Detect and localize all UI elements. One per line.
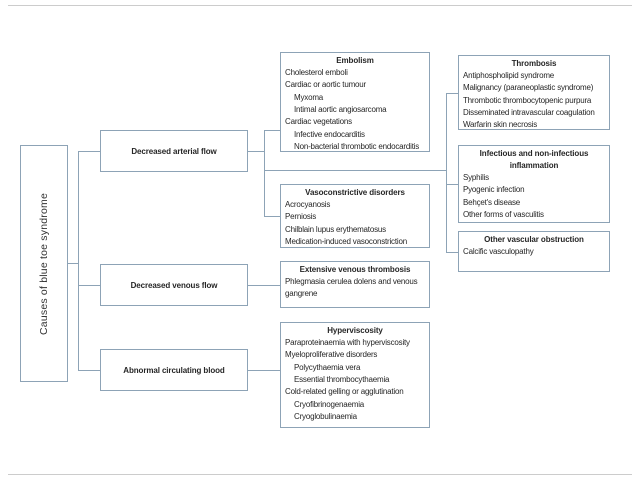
connector-line — [446, 93, 458, 94]
list-item: Cryoglobulinaemia — [294, 411, 357, 421]
list-item: Pyogenic infection — [463, 185, 525, 195]
infectious-inflammation-box — [458, 145, 610, 223]
list-item: Cholesterol emboli — [285, 68, 348, 78]
connector-line — [78, 151, 79, 370]
list-item: Cardiac vegetations — [285, 117, 352, 127]
list-item: Infective endocarditis — [294, 129, 365, 139]
branch-label: Abnormal circulating blood — [123, 365, 225, 375]
list-item: Chilblain lupus erythematosus — [285, 224, 386, 234]
connector-line — [78, 285, 100, 286]
infectious-inflammation-title: Infectious and non-infectious inflammation — [479, 149, 589, 171]
branch-box-decreased-arterial-flow — [100, 130, 248, 172]
connector-line — [446, 184, 458, 185]
embolism-items — [281, 67, 429, 153]
connector-line — [248, 370, 280, 371]
other-vascular-obstruction-title: Other vascular obstruction — [484, 235, 584, 244]
embolism-title: Embolism — [336, 56, 374, 65]
hyperviscosity-items — [281, 337, 429, 423]
list-item: Cardiac or aortic tumour — [285, 80, 367, 90]
vasoconstrictive-disorders-box — [280, 184, 430, 248]
list-item: Disseminated intravascular coagulation — [463, 107, 595, 117]
thrombosis-title: Thrombosis — [511, 59, 557, 68]
connector-line — [264, 130, 280, 131]
connector-line — [68, 263, 78, 264]
connector-line — [78, 151, 100, 152]
infectious-inflammation-items — [459, 172, 609, 221]
extensive-venous-thrombosis-items — [281, 276, 429, 301]
connector-line — [78, 370, 100, 371]
list-item: Myxoma — [294, 92, 324, 102]
vasoconstrictive-title: Vasoconstrictive disorders — [305, 188, 405, 197]
list-item: Warfarin skin necrosis — [463, 120, 537, 130]
list-item: Syphilis — [463, 173, 489, 183]
list-item: Behçet's disease — [463, 197, 521, 207]
root-box — [20, 145, 68, 382]
list-item: Cryofibrinogenaemia — [294, 399, 365, 409]
thrombosis-items — [459, 70, 609, 131]
top-rule — [8, 5, 632, 6]
list-item: Malignancy (paraneoplastic syndrome) — [463, 83, 594, 93]
list-item: Calcific vasculopathy — [463, 247, 534, 257]
list-item: Cold-related gelling or agglutination — [285, 387, 404, 397]
list-item: Polycythaemia vera — [294, 362, 361, 372]
connector-line — [248, 151, 264, 152]
branch-label: Decreased venous flow — [130, 280, 218, 290]
list-item: Phlegmasia cerulea dolens and venous gangrene — [285, 277, 418, 299]
list-item: Non-bacterial thrombotic endocarditis — [294, 141, 420, 151]
connector-line — [264, 130, 265, 216]
list-item: Antiphospholipid syndrome — [463, 71, 555, 81]
list-item: Myeloproliferative disorders — [285, 350, 378, 360]
hyperviscosity-title: Hyperviscosity — [327, 326, 383, 335]
thrombosis-box — [458, 55, 610, 130]
vasoconstrictive-items — [281, 199, 429, 248]
list-item: Thrombotic thrombocytopenic purpura — [463, 95, 592, 105]
connector-line — [264, 216, 280, 217]
branch-box-abnormal-circulating-blood — [100, 349, 248, 391]
extensive-venous-thrombosis-title: Extensive venous thrombosis — [299, 265, 411, 274]
list-item: Other forms of vasculitis — [463, 210, 544, 220]
connector-line — [446, 252, 458, 253]
connector-line — [248, 285, 280, 286]
other-vascular-obstruction-box — [458, 231, 610, 272]
embolism-box — [280, 52, 430, 152]
other-vascular-obstruction-items — [459, 246, 609, 258]
root-label: Causes of blue toe syndrome — [38, 192, 50, 335]
list-item: Intimal aortic angiosarcoma — [294, 104, 387, 114]
list-item: Medication-induced vasoconstriction — [285, 236, 407, 246]
hyperviscosity-box — [280, 322, 430, 428]
connector-line — [264, 170, 446, 171]
connector-line — [446, 93, 447, 252]
list-item: Essential thrombocythaemia — [294, 374, 390, 384]
list-item: Perniosis — [285, 212, 317, 222]
extensive-venous-thrombosis-box — [280, 261, 430, 308]
list-item: Paraproteinaemia with hyperviscosity — [285, 338, 410, 348]
branch-box-decreased-venous-flow — [100, 264, 248, 306]
branch-label: Decreased arterial flow — [131, 146, 217, 156]
list-item: Acrocyanosis — [285, 200, 331, 210]
bottom-rule — [8, 474, 632, 475]
